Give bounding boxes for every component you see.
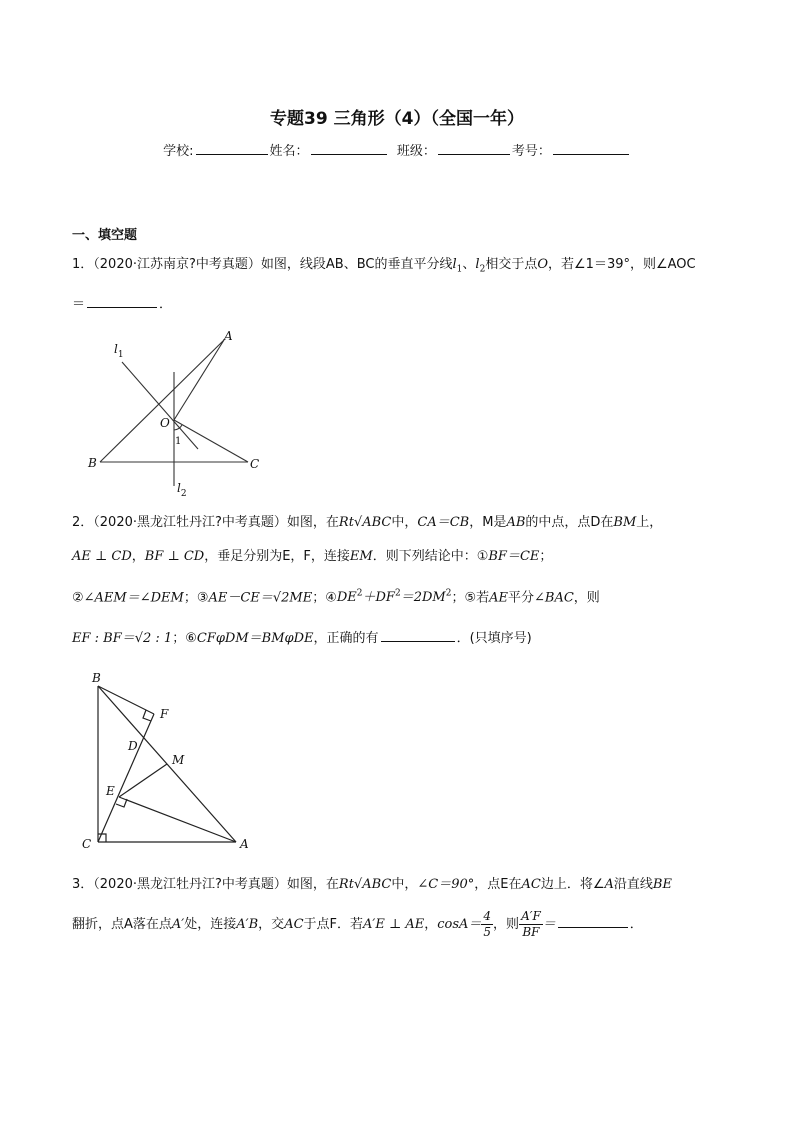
label-d: D <box>128 739 138 753</box>
question-text: 如图，在 <box>286 877 339 892</box>
question-text: 如图，在 <box>286 515 339 530</box>
math-ef-bf-ratio: EF : BF＝√2 : 1 <box>72 631 173 646</box>
school-blank[interactable] <box>196 141 268 155</box>
question-3-line-2 <box>72 908 643 942</box>
class-blank[interactable] <box>438 141 510 155</box>
name-label: 姓名： <box>269 144 309 159</box>
class-label: 班级： <box>396 144 436 159</box>
equals-sign: ＝ <box>542 917 556 932</box>
question-text: ．(只填序号) <box>456 631 532 646</box>
question-text: ；⑥ <box>172 631 197 646</box>
question-text: ，若∠1＝39°，则∠AOC <box>548 257 696 272</box>
question-text: ；⑤若 <box>451 590 490 606</box>
question-source: （2020·黑龙江牡丹江?中考真题） <box>93 877 287 892</box>
math-angle-aem: ∠AEM＝∠DEM <box>83 590 184 606</box>
question-text: ，交 <box>258 917 285 932</box>
math-a-prime-b: A′B <box>236 917 259 932</box>
math-a-prime-e-perp: A′E ⊥ AE <box>363 917 425 932</box>
label-f: F <box>160 707 169 721</box>
question-text: ， <box>424 917 438 932</box>
fraction-four-fifths: $\frac{4}{5}$ <box>483 909 492 939</box>
question-text: 如图，线段AB、BC的垂直平分线 <box>260 257 453 272</box>
question-text: ，正确的有 <box>313 631 379 646</box>
question-text: 边上．将∠ <box>540 877 605 892</box>
math-bm: BM <box>613 515 637 530</box>
question-text: 处，连接 <box>184 917 237 932</box>
math-cf-dm: CFφDM＝BMφDE <box>196 631 314 646</box>
math-ab: AB <box>506 515 526 530</box>
section-heading: 一、填空题 <box>72 228 138 243</box>
question-2-line-3 <box>72 585 600 607</box>
question-text: 沿直线 <box>613 877 653 892</box>
math-rt-abc: Rt√ABC <box>338 515 392 530</box>
exam-number-label: 考号： <box>511 144 551 159</box>
question-text: 平分 <box>507 590 534 606</box>
math-a: A <box>604 877 614 892</box>
segment-ea <box>119 797 236 842</box>
question-number: 3． <box>72 877 94 892</box>
question-1-figure <box>80 326 280 498</box>
question-number: 1． <box>72 257 94 272</box>
answer-blank[interactable] <box>381 628 455 642</box>
math-ae-perp-cd: AE ⊥ CD <box>72 549 132 564</box>
question-2-line-1 <box>72 514 662 532</box>
question-source: （2020·江苏南京?中考真题） <box>93 257 261 272</box>
math-ac: AC <box>521 877 541 892</box>
exam-number-blank[interactable] <box>553 141 629 155</box>
question-2-line-2 <box>72 548 552 566</box>
question-source: （2020·黑龙江牡丹江?中考真题） <box>93 515 287 530</box>
period: ． <box>159 297 173 312</box>
segment-bf <box>98 686 154 714</box>
math-em: EM <box>349 549 373 564</box>
question-1-line-2 <box>72 294 172 314</box>
question-text: ，则 <box>493 917 520 932</box>
math-ae: AE <box>489 590 508 606</box>
question-text: 于点F．若 <box>303 917 364 932</box>
period: ． <box>629 917 643 932</box>
question-text: ② <box>72 590 84 606</box>
equals-sign: ＝ <box>72 297 86 312</box>
question-text: ， <box>131 549 145 564</box>
question-number: 2． <box>72 515 94 530</box>
question-text: ．则下列结论中：① <box>372 549 489 564</box>
question-3-line-1 <box>72 876 672 894</box>
question-text: 相交于点 <box>485 257 538 272</box>
question-2-line-4 <box>72 628 532 648</box>
question-text: 中， <box>391 515 418 530</box>
math-bf-perp-cd: BF ⊥ CD <box>144 549 205 564</box>
label-a: A <box>240 837 249 851</box>
question-text: ，M是 <box>469 515 507 530</box>
math-cos-a: cosA＝ <box>437 917 482 932</box>
right-angle-e <box>116 799 127 807</box>
math-ae-ce: AE－CE＝√2ME <box>208 590 313 606</box>
math-a-prime: A′ <box>171 917 185 932</box>
label-a: A <box>224 329 233 343</box>
math-l1: $l_1$ <box>452 257 463 275</box>
label-c: C <box>82 837 92 851</box>
label-b: B <box>88 456 97 470</box>
math-point-o: O <box>537 257 549 272</box>
label-c: C <box>250 457 260 471</box>
page-title: 专题39 三角形（4）（全国一年） <box>270 109 524 129</box>
segment-oc <box>174 420 248 462</box>
math-angle-c: ∠C＝90° <box>417 877 475 892</box>
segment-em <box>119 764 167 797</box>
segment-oa <box>174 340 224 420</box>
question-text: ；④ <box>312 590 337 606</box>
math-rt-abc: Rt√ABC <box>338 877 392 892</box>
question-text: 中， <box>391 877 418 892</box>
fraction-af-bf: $\frac{A'F}{BF}$ <box>521 909 541 939</box>
math-be: BE <box>652 877 672 892</box>
question-2-figure <box>76 668 262 854</box>
question-text: ，垂足分别为E，F，连接 <box>204 549 350 564</box>
question-text: ；③ <box>183 590 209 606</box>
separator: 、 <box>462 257 476 272</box>
math-angle-bac: ∠BAC <box>534 590 574 606</box>
math-de-df-dm: $DE^2+DF^2=2DM^2$ <box>336 589 452 606</box>
math-bf-ce: BF＝CE <box>488 549 540 564</box>
school-label: 学校: <box>163 144 194 159</box>
answer-blank[interactable] <box>87 294 157 308</box>
question-text: 翻折，点A落在点 <box>72 917 172 932</box>
question-text: 的中点，点D在 <box>525 515 614 530</box>
student-info-line <box>0 140 794 159</box>
label-b: B <box>92 671 101 685</box>
label-e: E <box>106 784 115 798</box>
question-1-line-1 <box>72 256 696 279</box>
label-o: O <box>160 416 170 430</box>
question-text: ，点E在 <box>474 877 522 892</box>
label-angle-1: 1 <box>175 436 182 447</box>
math-ca-cb: CA＝CB <box>417 515 470 530</box>
math-ac: AC <box>284 917 304 932</box>
question-text: ，则 <box>573 590 600 606</box>
question-text: 上， <box>636 515 663 530</box>
question-text: ； <box>539 549 553 564</box>
answer-blank[interactable] <box>558 914 628 928</box>
math-l2: $l_2$ <box>475 257 486 275</box>
name-blank[interactable] <box>311 141 387 155</box>
line-l1 <box>122 362 198 449</box>
label-l1: $l_1$ <box>114 342 124 360</box>
label-m: M <box>172 753 185 767</box>
label-l2: $l_2$ <box>177 481 187 498</box>
